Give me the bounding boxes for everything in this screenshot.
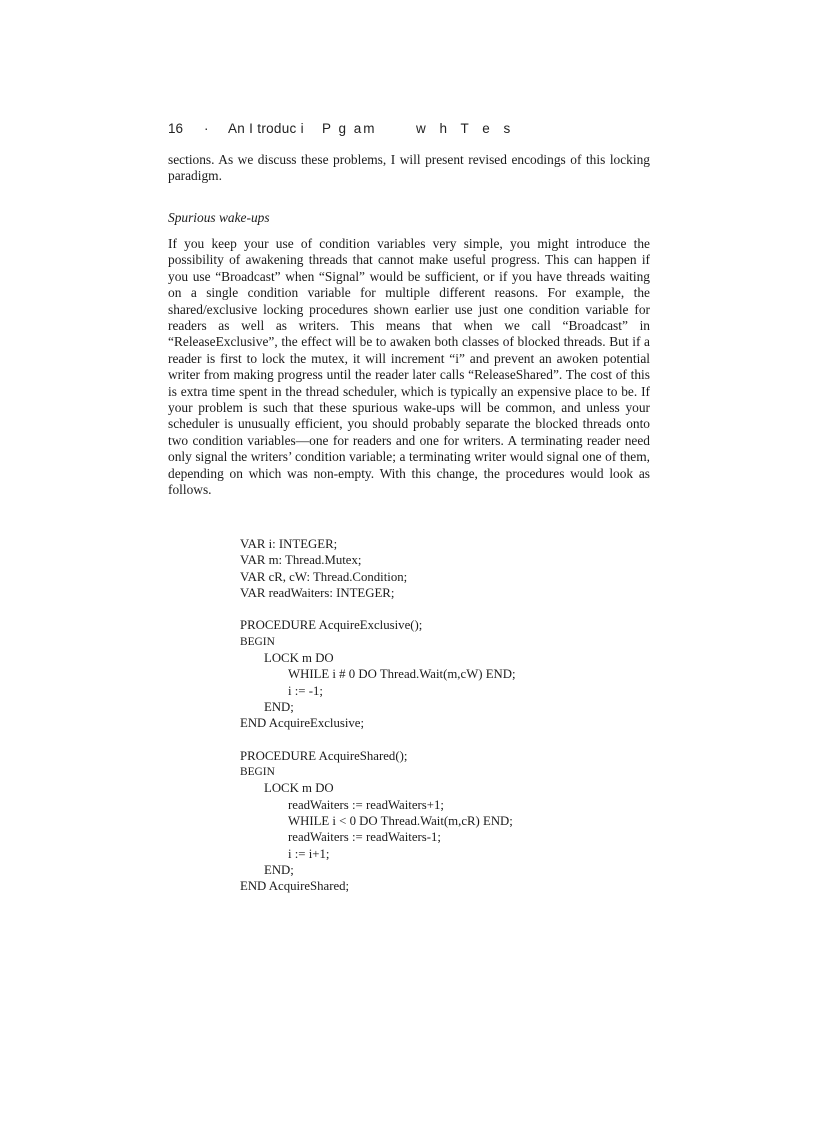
- code-line: i := -1;: [288, 683, 323, 698]
- code-line: PROCEDURE AcquireShared();: [240, 748, 408, 763]
- code-line: END AcquireExclusive;: [240, 716, 365, 731]
- running-header: [168, 121, 650, 141]
- code-line: readWaiters := readWaiters-1;: [288, 830, 441, 845]
- code-line: LOCK m DO: [264, 651, 334, 666]
- code-line: WHILE i < 0 DO Thread.Wait(m,cR) END;: [288, 814, 513, 829]
- code-line: PROCEDURE AcquireExclusive();: [240, 618, 423, 633]
- header-bullet: ·: [204, 121, 209, 136]
- code-line: VAR cR, cW: Thread.Condition;: [240, 569, 408, 584]
- code-line: VAR readWaiters: INTEGER;: [240, 585, 395, 600]
- code-line: END;: [264, 699, 294, 714]
- body-paragraph: If you keep your use of condition variables very simple, you might introduce the possibility of awakening threads that cannot make useful progress. This can happen if you use “Broadcast” when “Signal” would be sufficient, or if you have threads waiting on a single condition variable for multiple different reasons. For example, the shared/exclusive locking procedures shown earlier use just one condition variable for readers as well as writers. This means that when we call “Broadcast” in “ReleaseExclusive”, the effect will be to awaken both classes of blocked threads. But if a reader is first to lock the mutex, it will increment “i” and prevent an awoken potential writer from making progress until the reader later calls “ReleaseShared”. The cost of this is extra time spent in the thread scheduler, which is typically an expensive place to be. If your problem is such that these spurious wake-ups will be common, and unless your scheduler is unusually efficient, you should probably separate the blocked threads onto two condition variables—one for readers and one for writers. A terminating reader need only signal the writers’ condition variable; a terminating writer would signal one of them, depending on which was non-empty. With this change, the procedures would look as follows.: [168, 236, 650, 498]
- code-line: END AcquireShared;: [240, 879, 350, 894]
- page-number: 16: [168, 121, 184, 136]
- running-title-part-2: P g am: [322, 121, 377, 136]
- code-line: END;: [264, 862, 294, 877]
- code-line: VAR i: INTEGER;: [240, 537, 338, 551]
- code-line: readWaiters := readWaiters+1;: [288, 797, 444, 812]
- code-listing: [240, 536, 516, 895]
- code-line: LOCK m DO: [264, 781, 334, 796]
- section-heading: Spurious wake-ups: [168, 210, 270, 225]
- intro-paragraph: sections. As we discuss these problems, I will present revised encodings of this locking paradigm.: [168, 152, 650, 184]
- running-title-part-3: w h T e s: [416, 121, 516, 136]
- code-line: i := i+1;: [288, 846, 330, 861]
- code-blank-line: [240, 732, 516, 748]
- code-line: WHILE i # 0 DO Thread.Wait(m,cW) END;: [288, 667, 516, 682]
- code-line: BEGIN: [240, 766, 275, 779]
- code-line: BEGIN: [240, 635, 275, 648]
- code-line: VAR m: Thread.Mutex;: [240, 553, 362, 568]
- code-blank-line: [240, 601, 516, 617]
- running-title-part-1: An I troduc i: [228, 121, 304, 136]
